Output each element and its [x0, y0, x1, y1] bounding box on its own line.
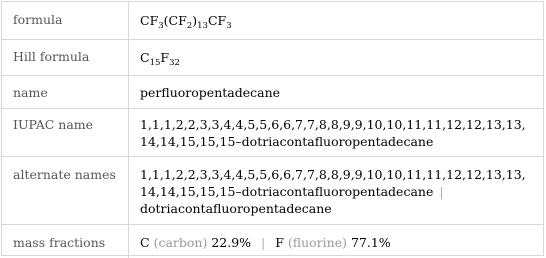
- alt-line-3: dotriacontafluoropentadecane: [140, 201, 332, 216]
- label-alt-text: alternate names: [13, 167, 116, 182]
- hill-sub: 32: [169, 58, 180, 68]
- label-alternate-names: [2, 157, 129, 225]
- label-formula: [2, 2, 129, 39]
- row-name: [2, 75, 543, 109]
- mass-separator: |: [261, 235, 266, 250]
- value-formula: [140, 12, 539, 29]
- label-mass-text: mass fractions: [13, 235, 106, 250]
- row-iupac-name: [2, 108, 543, 157]
- alt-line-1: 1,1,1,2,2,3,3,4,4,5,5,6,6,7,7,8,8,9,9,10,10,11,11,12,12,13,13,: [140, 167, 526, 182]
- iupac-line-1: 1,1,1,2,2,3,3,4,4,5,5,6,6,7,7,8,8,9,9,10,10,11,11,12,12,13,13,: [140, 117, 526, 132]
- iupac-line-2: 14,14,15,15,15–dotriacontafluoropentadecane: [140, 134, 434, 149]
- row-alternate-names: [2, 156, 543, 225]
- value-hill-formula: [140, 49, 539, 66]
- alt-separator: |: [439, 184, 444, 199]
- formula-part: CF: [207, 13, 227, 28]
- value-name: perfluoropentadecane: [140, 85, 281, 100]
- properties-table: [1, 1, 544, 256]
- carbon-symbol: C: [140, 235, 150, 250]
- fluorine-symbol: F: [275, 235, 284, 250]
- alt-line-2: 14,14,15,15,15–dotriacontafluoropentadecane: [140, 184, 434, 199]
- label-hill-formula: [2, 40, 129, 76]
- value-alternate-names: [140, 166, 539, 217]
- formula-part: (CF: [163, 13, 187, 28]
- label-name-text: name: [13, 85, 48, 100]
- carbon-value: 22.9%: [211, 235, 252, 250]
- formula-sub: 3: [158, 21, 164, 31]
- formula-sub: 3: [226, 21, 232, 31]
- fluorine-name: (fluorine): [287, 235, 347, 250]
- formula-part: ): [192, 13, 198, 28]
- value-mass-fractions: [140, 234, 539, 251]
- hill-part: C: [140, 50, 150, 65]
- label-iupac-name: [2, 109, 129, 157]
- fluorine-value: 77.1%: [350, 235, 391, 250]
- label-mass-fractions: [2, 225, 129, 258]
- value-iupac-name: [140, 116, 539, 150]
- label-formula-text: formula: [13, 12, 63, 27]
- formula-sub: 2: [186, 21, 193, 31]
- label-iupac-text: IUPAC name: [13, 117, 94, 132]
- formula-sub: 13: [197, 21, 208, 31]
- row-mass-fractions: [2, 224, 543, 258]
- hill-part: F: [160, 50, 170, 65]
- label-hill-text: Hill formula: [13, 49, 90, 64]
- row-hill-formula: [2, 39, 543, 76]
- label-name: [2, 76, 129, 109]
- carbon-name: (carbon): [153, 235, 208, 250]
- formula-part: CF: [140, 13, 159, 28]
- row-formula: [2, 2, 543, 39]
- hill-sub: 15: [149, 58, 161, 68]
